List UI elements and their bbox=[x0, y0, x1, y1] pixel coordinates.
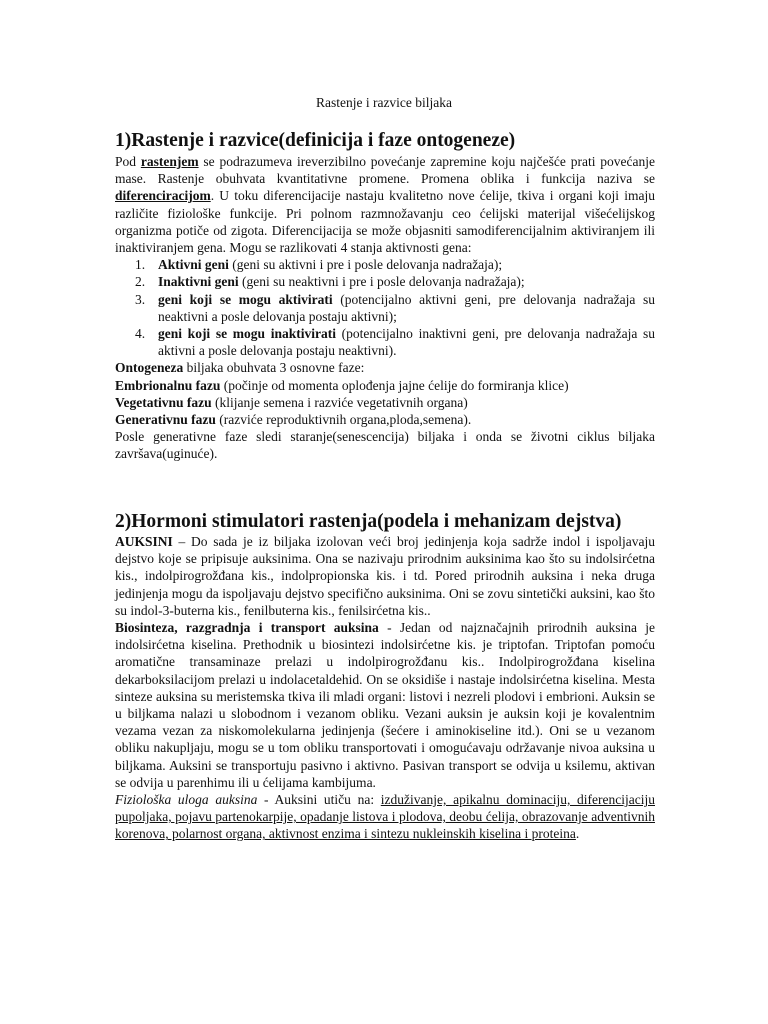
phase-term: Vegetativnu fazu bbox=[115, 394, 212, 410]
list-number: 1. bbox=[135, 257, 146, 273]
ontogeny-text: biljaka obuhvata 3 osnovne faze: bbox=[183, 360, 365, 376]
phase-line bbox=[115, 394, 655, 411]
physiology-end: . bbox=[575, 826, 580, 842]
gene-states-list bbox=[115, 256, 655, 359]
section-2-heading: 2)Hormoni stimulatori rastenja(podela i mehanizam dejstva) bbox=[115, 511, 622, 532]
section-1-heading: 1)Rastenje i razvice(definicija i faze ontogeneze) bbox=[115, 130, 516, 151]
list-number: 3. bbox=[135, 291, 146, 307]
auxins-term: AUKSINI bbox=[115, 534, 173, 549]
section-1-body bbox=[115, 153, 655, 463]
section-2-body bbox=[115, 533, 655, 843]
auxins-text: – Do sada je iz biljaka izolovan veći broj jedinjenja koja sadrže indol i ispoljavaju dejstvo koje se pripisuje auksinima. Ona se nazivaju prirodnim auksinima kao što su indolsirćetna kis., indolpirogrožđana kis., indolpropionska kis. i td. Pored prirodnih auksina i neka druga jedinjenja mogu da ispoljavaju dejstvo specifično auksinima. Oni se zovu sintetički auksini, kao što su indol-3-buterna kis., fenilbuterna kis., fenilsirćetna kis.. bbox=[115, 534, 655, 618]
ontogeny-line bbox=[115, 359, 655, 376]
list-number: 4. bbox=[135, 326, 146, 342]
ontogeny-term: Ontogeneza bbox=[115, 360, 184, 376]
list-desc: (potencijalno inaktivni geni, pre delovanja nadražaja su aktivni a posle delovanja postaju neaktivni). bbox=[158, 326, 655, 359]
biosynthesis-term: Biosinteza, razgradnja i transport auksina bbox=[115, 620, 379, 636]
list-term: geni koji se mogu aktivirati bbox=[158, 291, 333, 307]
auxin-effects-list: izduživanje, apikalnu dominaciju, diferencijaciju pupoljaka, pojavu partenokarpije, opadanje listova i plodova, deobu ćelija, obrazovanje adventivnih korenova, polarnost organa, aktivnost enzima i sintezu nukleinskih kiselina i proteina bbox=[115, 792, 655, 842]
phase-desc: (počinje od momenta oplođenja jajne ćelije do formiranja klice) bbox=[220, 377, 569, 393]
closing-paragraph: Posle generativne faze sledi staranje(senescencija) biljaka i onda se životni ciklus biljaka završava(uginuće). bbox=[115, 429, 655, 462]
list-term: Aktivni geni bbox=[158, 257, 229, 273]
list-term: geni koji se mogu inaktivirati bbox=[158, 326, 336, 342]
phase-term: Generativnu fazu bbox=[115, 412, 216, 428]
intro-paragraph bbox=[115, 153, 655, 256]
biosynthesis-text: - Jedan od najznačajnih prirodnih auksina je indolsirćetna kiselina. Prethodnik u biosintezi indolsirćetne kis. je triptofan. Triptofan pomoću aromatične transaminaze prelazi u indolpirogrožđanu kis.. Indolpirogrožđana kiselina dekarboksilacijom prelazi u indolacetaldehid. On se oksidiše i nastaje indolsirćetna kiselina. Mesta sinteze auksina su meristemska tkiva ili mladi organi: listovi i nezreli plodovi i embrioni. Auksin se u biljkama nalazi u slobodnom i vezanom obliku. Vezani auksin je auksin koji je kovalentnim vezama vezan za niskomolekularna jedinjenja (šećere i aminokiseline itd.). Oni se u vezanom obliku nakupljaju, mogu se u tom obliku transportovati i omogućavaju održavanje nivoa auksina u biljkama. Auksini se transportuju pasivno i aktivno. Pasivan transport se odvija u ksilemu, aktivan se odvija u parenhimu ili u ćelijama kambijuma. bbox=[115, 620, 655, 790]
list-desc: (geni su neaktivni i pre i posle delovanja nadražaja); bbox=[238, 274, 525, 290]
auxins-paragraph bbox=[115, 533, 655, 619]
list-term: Inaktivni geni bbox=[158, 274, 239, 290]
physiology-paragraph bbox=[115, 791, 655, 843]
biosynthesis-paragraph bbox=[115, 619, 655, 791]
physiology-text: - Auksini utiču na: bbox=[257, 792, 381, 808]
phase-desc: (razviće reproduktivnih organa,ploda,semena). bbox=[215, 412, 472, 428]
intro-text-1: Pod bbox=[115, 154, 141, 169]
list-item bbox=[115, 291, 655, 325]
list-number: 2. bbox=[135, 274, 146, 290]
list-desc: (geni su aktivni i pre i posle delovanja nadražaja); bbox=[228, 257, 503, 273]
phase-desc: (klijanje semena i razviće vegetativnih organa) bbox=[211, 394, 468, 410]
phase-term: Embrionalnu fazu bbox=[115, 377, 221, 393]
list-desc: (potencijalno aktivni geni, pre delovanja nadražaja su neaktivni a posle delovanja postaju aktivni); bbox=[158, 291, 656, 324]
physiology-term: Fiziološka uloga auksina bbox=[115, 792, 258, 808]
document-title: Rastenje i razvice biljaka bbox=[315, 95, 453, 110]
term-diferenciracijom: diferenciracijom bbox=[115, 188, 211, 204]
list-item bbox=[115, 273, 655, 290]
phase-line bbox=[115, 377, 655, 394]
intro-text-2: se podrazumeva ireverzibilno povećanje zapremine koju najčešće prati povećanje mase. Rastenje obuhvata kvantitativne promene. Promena oblika i funkcija naziva se bbox=[115, 154, 655, 187]
phase-line bbox=[115, 411, 655, 428]
list-item bbox=[115, 325, 655, 359]
list-item bbox=[115, 256, 655, 273]
intro-text-3: . U toku diferencijacije nastaju kvalitetno nove ćelije, tkiva i organi koji imaju različite fiziološke funkcije. Pri polnom razmnožavanju ceo ćelijski materijal višećelijskog organizma potiče od zigota. Diferencijacija se može objasniti samodiferencijalnim aktiviranjem ili inaktiviranjem gena. Mogu se razlikovati 4 stanja aktivnosti gena: bbox=[115, 188, 655, 256]
term-rastenjem: rastenjem bbox=[140, 154, 199, 169]
